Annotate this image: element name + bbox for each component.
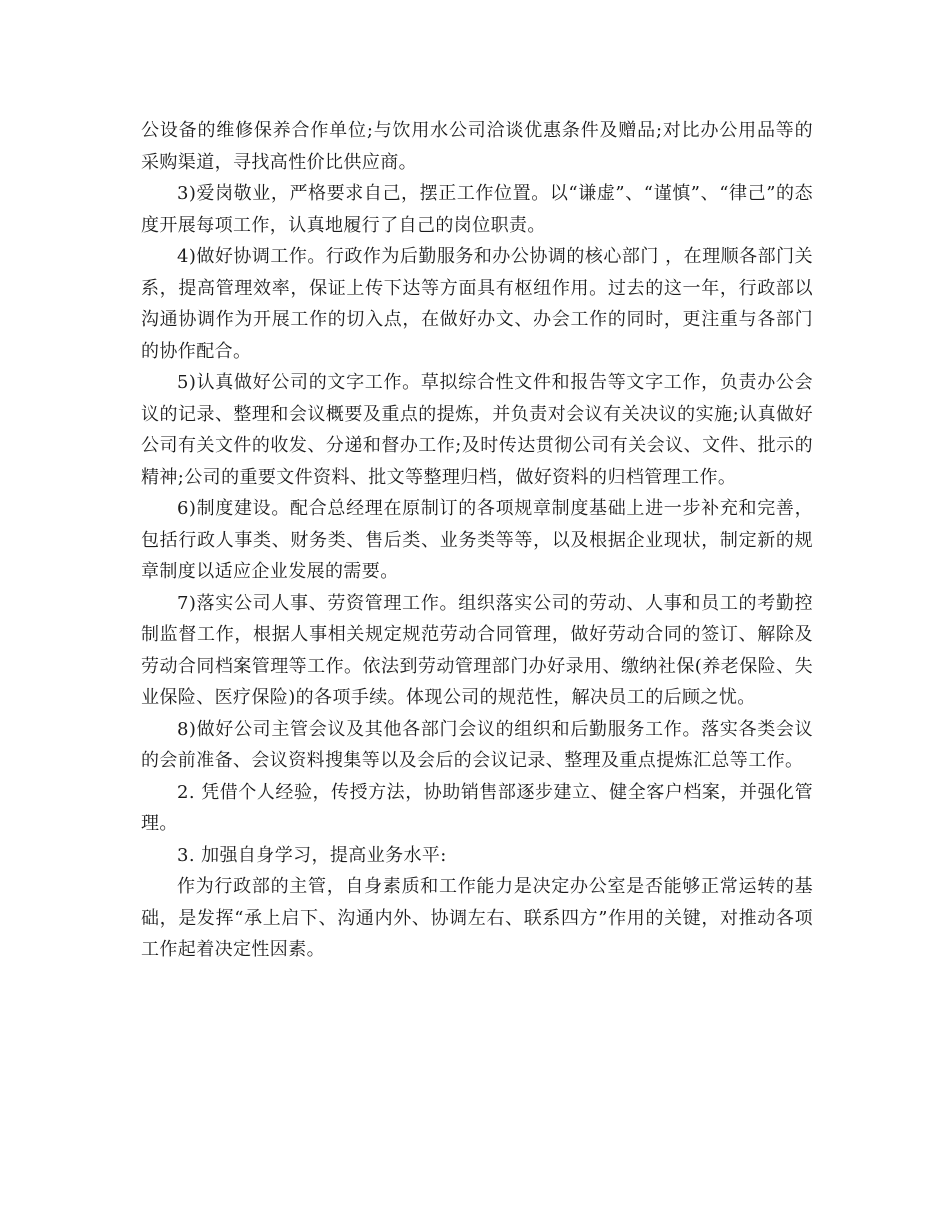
paragraph-1: 公设备的维修保养合作单位;与饮用水公司洽谈优惠条件及赠品;对比办公用品等的采购渠道，寻找高性价比供应商。 — [141, 120, 813, 173]
paragraph-2: 3)爱岗敬业，严格要求自己，摆正工作位置。以“谦虚”、“谨慎”、“律己”的态度开展每项工作，认真地履行了自己的岗位职责。 — [141, 183, 813, 236]
document-body — [141, 115, 813, 966]
paragraph-10: 作为行政部的主管，自身素质和工作能力是决定办公室是否能够正常运转的基础，是发挥“承上启下、沟通内外、协调左右、联系四方”作用的关键，对推动各项工作起着决定性因素。 — [141, 876, 813, 960]
paragraph-4: 5)认真做好公司的文字工作。草拟综合性文件和报告等文字工作，负责办公会议的记录、整理和会议概要及重点的提炼，并负责对会议有关决议的实施;认真做好公司有关文件的收发、分递和督办工作;及时传达贯彻公司有关会议、文件、批示的精神;公司的重要文件资料、批文等整理归档，做好资料的归档管理工作。 — [141, 372, 813, 488]
paragraph-8: 2. 凭借个人经验，传授方法，协助销售部逐步建立、健全客户档案，并强化管理。 — [141, 781, 813, 834]
paragraph-7: 8)做好公司主管会议及其他各部门会议的组织和后勤服务工作。落实各类会议的会前准备、会议资料搜集等以及会后的会议记录、整理及重点提炼汇总等工作。 — [141, 718, 813, 771]
paragraph-5: 6)制度建设。配合总经理在原制订的各项规章制度基础上进一步补充和完善，包括行政人事类、财务类、售后类、业务类等等，以及根据企业现状，制定新的规章制度以适应企业发展的需要。 — [141, 498, 813, 582]
paragraph-3: 4)做好协调工作。行政作为后勤服务和办公协调的核心部门 ，在理顺各部门关系，提高管理效率，保证上传下达等方面具有枢纽作用。过去的这一年，行政部以沟通协调作为开展工作的切入点，在做好办文、办会工作的同时，更注重与各部门的协作配合。 — [141, 246, 813, 362]
paragraph-9: 3. 加强自身学习，提高业务水平: — [177, 844, 447, 866]
paragraph-6: 7)落实公司人事、劳资管理工作。组织落实公司的劳动、人事和员工的考勤控制监督工作，根据人事相关规定规范劳动合同管理，做好劳动合同的签订、解除及劳动合同档案管理等工作。依法到劳动管理部门办好录用、缴纳社保(养老保险、失业保险、医疗保险)的各项手续。体现公司的规范性，解决员工的后顾之忧。 — [141, 592, 813, 708]
